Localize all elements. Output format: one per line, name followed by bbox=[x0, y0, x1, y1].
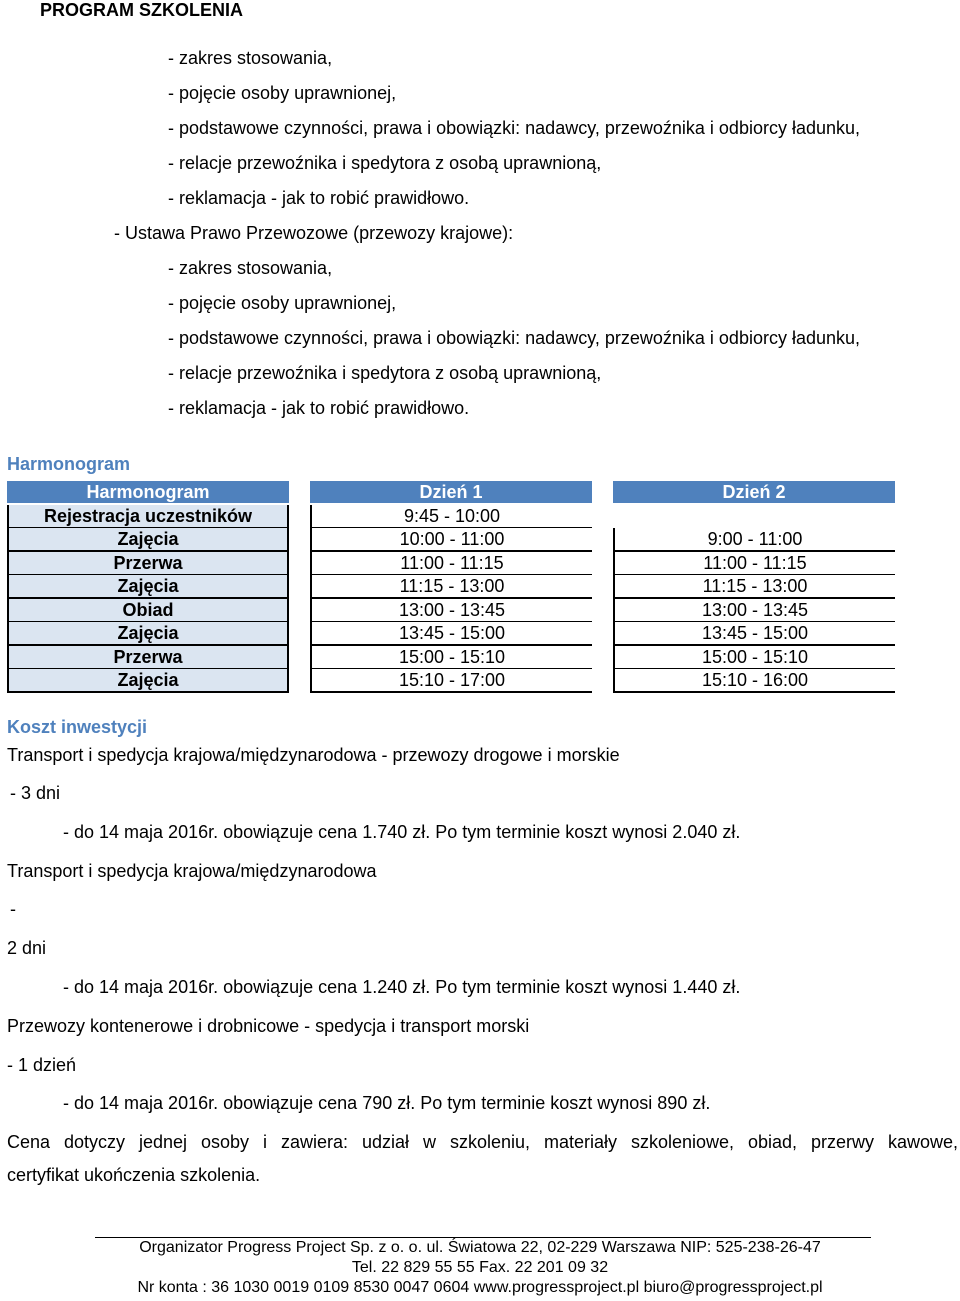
row-day2: 15:10 - 16:00 bbox=[613, 669, 895, 693]
list2-item-1: - zakres stosowania, bbox=[168, 258, 333, 278]
row-label: Zajęcia bbox=[7, 528, 289, 552]
footer-account: Nr konta : 36 1030 0019 0109 8530 0047 0604 www.progressproject.pl biuro@progressproject.pl bbox=[137, 1279, 823, 1296]
row-day1: 13:00 - 13:45 bbox=[310, 599, 592, 623]
list1-item-4: - relacje przewoźnika i spedytora z osobą uprawnioną, bbox=[168, 153, 602, 173]
row-day1: 11:15 - 13:00 bbox=[310, 575, 592, 599]
list2-item-2: - pojęcie osoby uprawnionej, bbox=[168, 293, 397, 313]
row-label: Zajęcia bbox=[7, 575, 289, 599]
course1-price: - do 14 maja 2016r. obowiązuje cena 1.740 zł. Po tym terminie koszt wynosi 2.040 zł. bbox=[63, 822, 741, 842]
row-day1: 9:45 - 10:00 bbox=[310, 505, 592, 529]
list1-item-3: - podstawowe czynności, prawa i obowiązki: nadawcy, przewoźnika i odbiorcy ładunku, bbox=[168, 118, 861, 138]
footer-phone: Tel. 22 829 55 55 Fax. 22 201 09 32 bbox=[351, 1259, 609, 1276]
list1-item-1: - zakres stosowania, bbox=[168, 48, 333, 68]
course2-price: - do 14 maja 2016r. obowiązuje cena 1.240 zł. Po tym terminie koszt wynosi 1.440 zł. bbox=[63, 977, 741, 997]
row-day2: 11:15 - 13:00 bbox=[613, 575, 895, 599]
row-day2: 11:00 - 11:15 bbox=[613, 552, 895, 576]
row-label: Rejestracja uczestników bbox=[7, 505, 289, 529]
row-label: Obiad bbox=[7, 599, 289, 623]
row-label: Przerwa bbox=[7, 646, 289, 670]
price-note-line1: Cena dotyczy jednej osoby i zawiera: udział w szkoleniu, materiały szkoleniowe, obiad, przerwy kawowe, bbox=[7, 1132, 958, 1152]
row-day1: 11:00 - 11:15 bbox=[310, 552, 592, 576]
list1-item-2: - pojęcie osoby uprawnionej, bbox=[168, 83, 397, 103]
row-label: Zajęcia bbox=[7, 669, 289, 693]
row-day1: 10:00 - 11:00 bbox=[310, 528, 592, 552]
col-header-day2: Dzień 2 bbox=[613, 481, 895, 503]
row-day2: 13:45 - 15:00 bbox=[613, 622, 895, 646]
course1-duration: - 3 dni bbox=[10, 783, 61, 803]
row-label: Zajęcia bbox=[7, 622, 289, 646]
program-title: PROGRAM SZKOLENIA bbox=[40, 0, 244, 20]
row-day2 bbox=[613, 505, 893, 527]
footer-divider bbox=[95, 1237, 871, 1238]
row-day2: 15:00 - 15:10 bbox=[613, 646, 895, 670]
row-label: Przerwa bbox=[7, 552, 289, 576]
list2-item-3: - podstawowe czynności, prawa i obowiązki: nadawcy, przewoźnika i odbiorcy ładunku, bbox=[168, 328, 861, 348]
course2-dash: - bbox=[10, 899, 16, 919]
col-header-harmonogram: Harmonogram bbox=[7, 481, 289, 503]
section2-title: - Ustawa Prawo Przewozowe (przewozy krajowe): bbox=[114, 223, 514, 243]
list1-item-5: - reklamacja - jak to robić prawidłowo. bbox=[168, 188, 470, 208]
row-day1: 15:10 - 17:00 bbox=[310, 669, 592, 693]
schedule-heading: Harmonogram bbox=[7, 454, 131, 474]
cost-heading: Koszt inwestycji bbox=[7, 717, 148, 737]
price-note-line2: certyfikat ukończenia szkolenia. bbox=[7, 1165, 261, 1185]
row-day2: 9:00 - 11:00 bbox=[613, 528, 895, 552]
row-day1: 15:00 - 15:10 bbox=[310, 646, 592, 670]
course3-duration: - 1 dzień bbox=[7, 1055, 77, 1075]
row-day1: 13:45 - 15:00 bbox=[310, 622, 592, 646]
list2-item-4: - relacje przewoźnika i spedytora z osobą uprawnioną, bbox=[168, 363, 602, 383]
course3-title: Przewozy kontenerowe i drobnicowe - spedycja i transport morski bbox=[7, 1016, 530, 1036]
list2-item-5: - reklamacja - jak to robić prawidłowo. bbox=[168, 398, 470, 418]
course2-duration: 2 dni bbox=[7, 938, 47, 958]
course1-title: Transport i spedycja krajowa/międzynarodowa - przewozy drogowe i morskie bbox=[7, 745, 620, 765]
col-header-day1: Dzień 1 bbox=[310, 481, 592, 503]
footer-organizer: Organizator Progress Project Sp. z o. o. ul. Światowa 22, 02-229 Warszawa NIP: 525-238-26-47 bbox=[139, 1239, 821, 1256]
course3-price: - do 14 maja 2016r. obowiązuje cena 790 zł. Po tym terminie koszt wynosi 890 zł. bbox=[63, 1093, 711, 1113]
row-day2: 13:00 - 13:45 bbox=[613, 599, 895, 623]
course2-title: Transport i spedycja krajowa/międzynarodowa bbox=[7, 861, 377, 881]
